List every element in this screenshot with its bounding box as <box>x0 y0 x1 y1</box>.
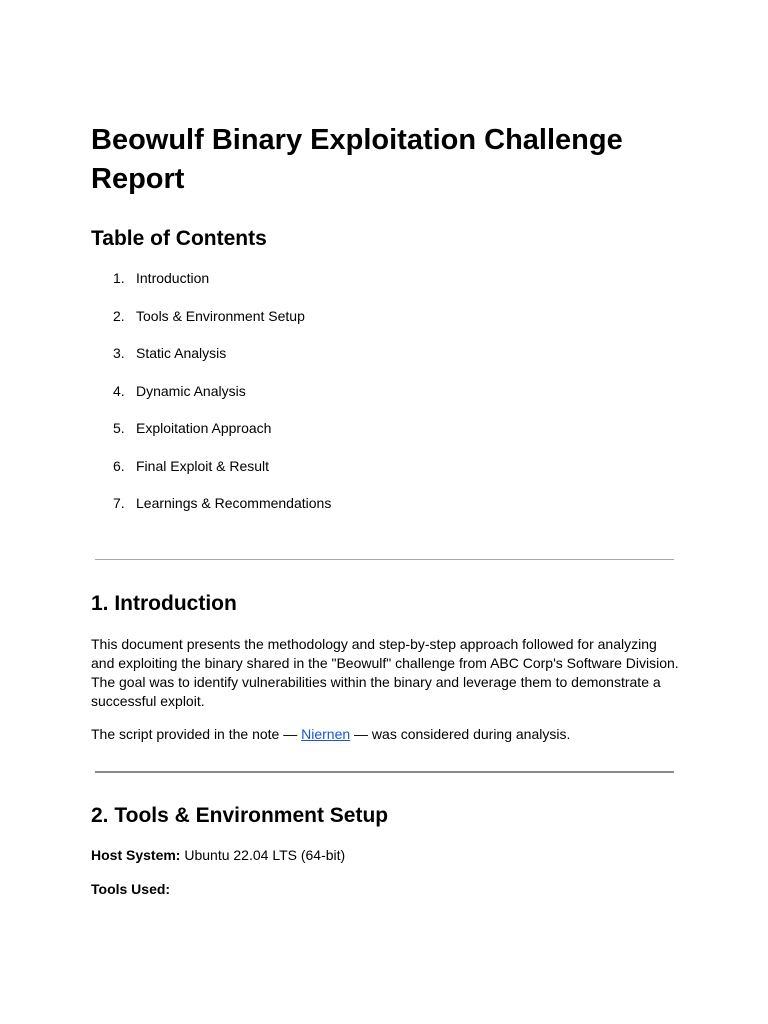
toc-item-label: Introduction <box>136 270 210 286</box>
tools-used-label: Tools Used: <box>91 881 171 897</box>
document-title: Beowulf Binary Exploitation Challenge Report <box>91 124 623 195</box>
toc-item-number: 7. <box>113 495 125 511</box>
host-system-value: Ubuntu 22.04 LTS (64-bit) <box>180 847 346 863</box>
toc-item-label: Dynamic Analysis <box>136 382 246 399</box>
niernen-link[interactable]: Niernen <box>301 726 351 742</box>
toc-item-number: 5. <box>113 420 125 436</box>
toc-item-label: Tools & Environment Setup <box>136 307 305 324</box>
introduction-paragraph: This document presents the methodology and step-by-step approach followed for analyzing and exploiting the binary shared in the "Beowulf" challenge from ABC Corp's Software Division. The goal was to identify vulnerabilities within the binary and leverage them to demonstrate a successful exploit. <box>91 636 679 709</box>
script-note-text-after: — was considered during analysis. <box>350 726 571 742</box>
toc-item-number: 2. <box>113 307 125 324</box>
script-note-text-before: The script provided in the note — <box>91 726 302 742</box>
toc-item-number: 1. <box>113 270 125 286</box>
toc-item-number: 4. <box>113 382 125 399</box>
toc-item-label: Static Analysis <box>136 345 227 361</box>
script-note-paragraph <box>91 725 681 744</box>
host-system-label: Host System: <box>91 847 181 863</box>
toc-item-number: 3. <box>113 345 125 361</box>
section-divider <box>95 559 674 560</box>
toc-item-number: 6. <box>113 457 125 474</box>
toc-item-label: Learnings & Recommendations <box>136 495 332 511</box>
tools-used-line <box>91 880 681 899</box>
introduction-heading: 1. Introduction <box>91 592 237 615</box>
toc-item-label: Final Exploit & Result <box>136 457 270 474</box>
toc-item-label: Exploitation Approach <box>136 420 272 436</box>
toc-heading: Table of Contents <box>91 227 267 250</box>
host-system-line <box>91 846 681 865</box>
section-divider <box>95 771 674 773</box>
tools-heading: 2. Tools & Environment Setup <box>91 804 389 827</box>
